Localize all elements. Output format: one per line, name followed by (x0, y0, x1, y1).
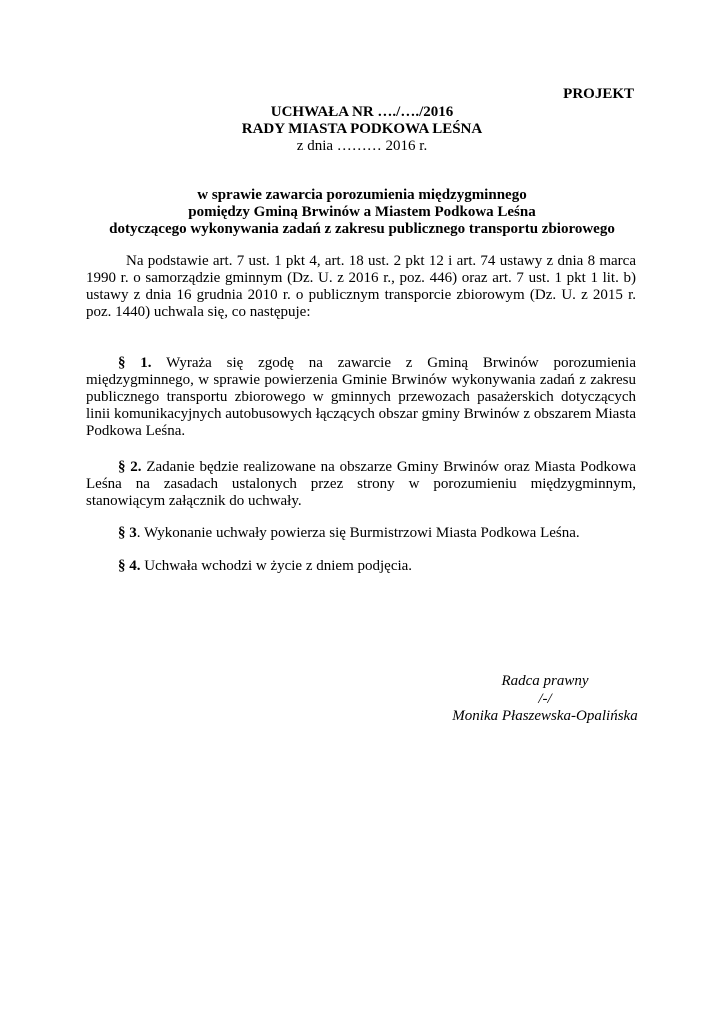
draft-label: PROJEKT (563, 86, 634, 102)
subject-line-3: dotyczącego wykonywania zadań z zakresu publicznego transportu zbiorowego (109, 221, 615, 237)
paragraph-1-text: Wyraża się zgodę na zawarcie z Gminą Brwinów porozumienia międzygminnego, w sprawie powierzenia Gminie Brwinów wykonywania zadań z zakresu publicznego transportu zbiorowego w gminnych przewozach pasażerskich dotyczących linii komunikacyjnych autobusowych łączących obszar gminy Brwinów z obszarem Miasta Podkowa Leśna. (86, 355, 636, 439)
paragraph-1 (86, 355, 636, 440)
paragraph-2-number: § 2. (118, 459, 142, 475)
legal-basis-preamble: Na podstawie art. 7 ust. 1 pkt 4, art. 18 ust. 2 pkt 12 i art. 74 ustawy z dnia 8 marca 1990 r. o samorządzie gminnym (Dz. U. z 2016 r., poz. 446) oraz art. 7 ust. 1 pkt 1 lit. b) ustawy z dnia 16 grudnia 2010 r. o publicznym transporcie zbiorowym (Dz. U. z 2015 r. poz. 1440) uchwala się, co następuje: (86, 253, 636, 320)
paragraph-2-text: Zadanie będzie realizowane na obszarze Gminy Brwinów oraz Miasta Podkowa Leśna na zasadach ustalonych przez strony w porozumieniu międzygminnym, stanowiącym załącznik do uchwały. (86, 459, 636, 509)
resolution-date: z dnia ……… 2016 r. (296, 138, 428, 154)
paragraph-3 (86, 525, 636, 542)
paragraph-4 (86, 558, 636, 575)
paragraph-2 (86, 459, 636, 510)
paragraph-1-number: § 1. (118, 355, 152, 371)
signature-block (430, 673, 660, 726)
resolution-header (0, 104, 724, 155)
paragraph-4-number: § 4. (118, 558, 141, 574)
subject-line-2: pomiędzy Gminą Brwinów a Miastem Podkowa Leśna (188, 204, 536, 220)
resolution-title: UCHWAŁA NR …./…./2016 (270, 104, 454, 120)
signer-name: Monika Płaszewska-Opalińska (452, 708, 638, 724)
council-name: RADY MIASTA PODKOWA LEŚNA (241, 121, 483, 137)
subject-line-1: w sprawie zawarcia porozumienia międzygminnego (197, 187, 527, 203)
resolution-subject (0, 187, 724, 238)
signature-mark: /-/ (538, 690, 552, 707)
signer-role: Radca prawny (501, 673, 589, 689)
paragraph-3-number: § 3 (118, 525, 137, 541)
paragraph-4-text: Uchwała wchodzi w życie z dniem podjęcia. (140, 558, 413, 574)
paragraph-3-text: . Wykonanie uchwały powierza się Burmistrzowi Miasta Podkowa Leśna. (136, 525, 580, 541)
